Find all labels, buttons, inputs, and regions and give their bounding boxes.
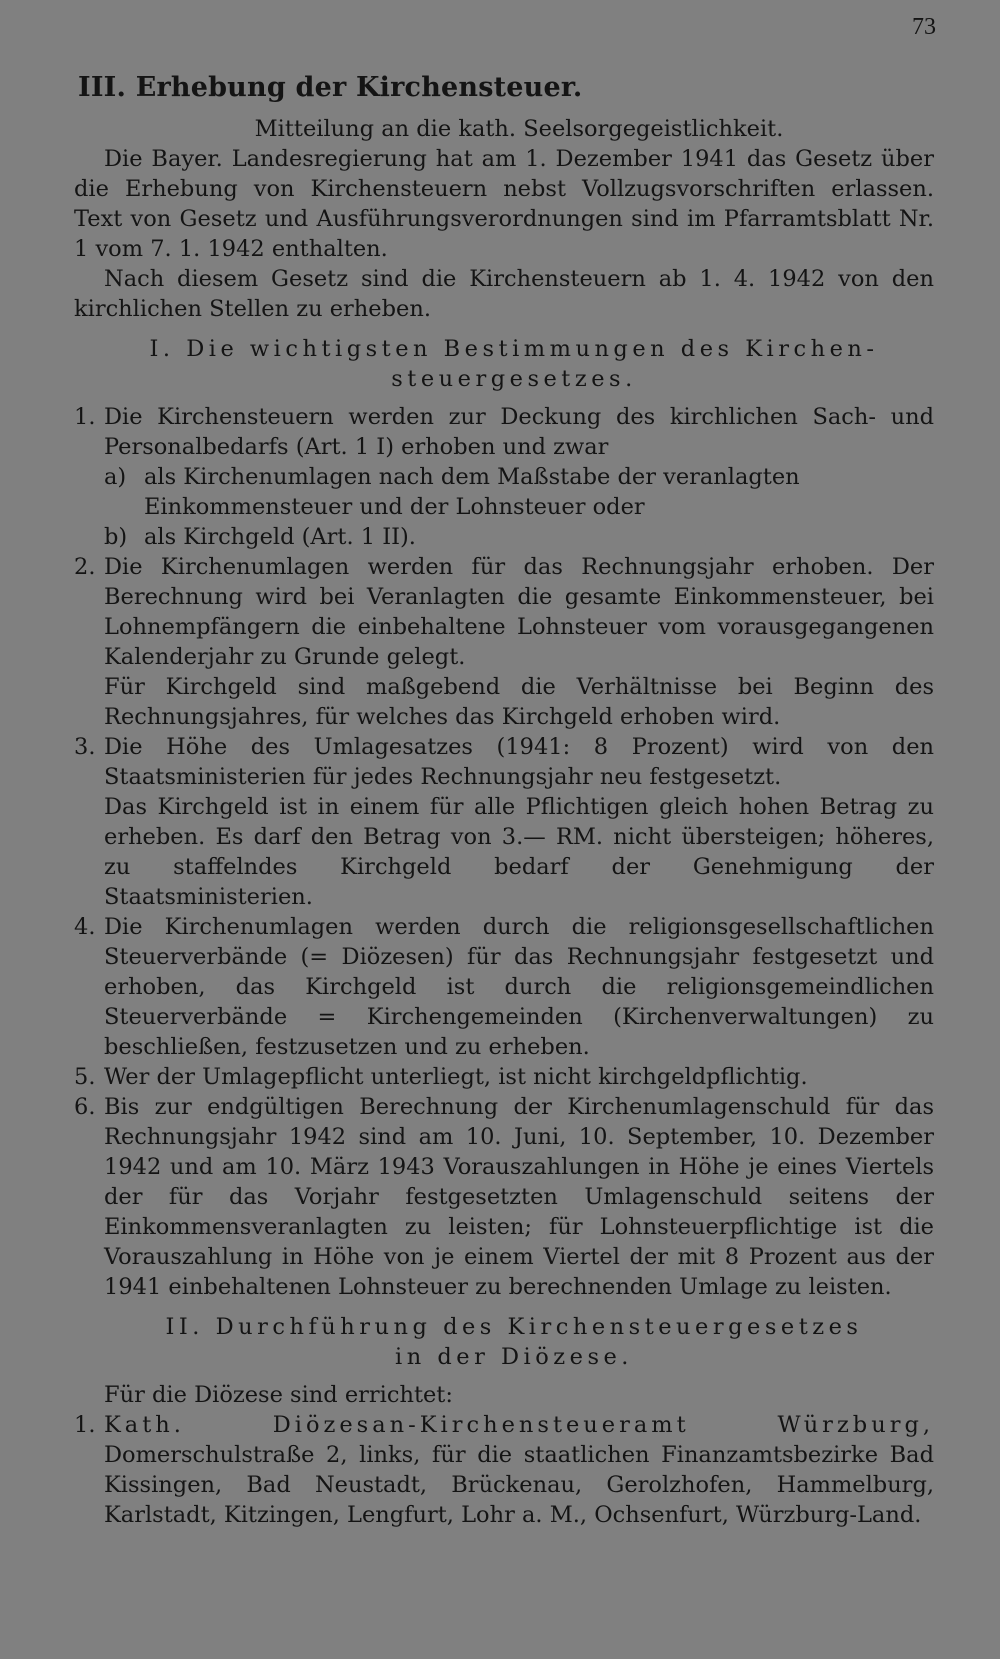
item-subparagraph: Das Kirchgeld ist in einem für alle Pflichtigen gleich hohen Betrag zu erheben. Es darf den Betrag von 3.— RM. nicht übersteigen; höheres, zu staffelndes Kirchgeld bedarf der Genehmigung der Staatsministerien. [104, 794, 934, 910]
item-body [104, 402, 934, 552]
document-page [74, 0, 934, 1659]
sub-item [104, 462, 934, 522]
item-subparagraph: Für Kirchgeld sind maßgebend die Verhältnisse bei Beginn des Rechnungsjahres, für welches das Kirchgeld erhoben wird. [104, 674, 934, 730]
sub-item-text: als Kirchgeld (Art. 1 II). [144, 524, 416, 550]
section-intro: Für die Diözese sind errichtet: [104, 1382, 453, 1408]
page-number: 73 [912, 14, 936, 40]
item-body [104, 1410, 934, 1530]
section-heading [74, 1312, 934, 1372]
item-number: 5. [74, 1064, 96, 1090]
sub-item [104, 522, 934, 552]
item-number: 4. [74, 914, 96, 940]
section-heading [74, 334, 934, 394]
document-body [74, 114, 934, 1530]
item-number: 2. [74, 554, 96, 580]
list-item [74, 1092, 934, 1302]
office-details: Domerschulstraße 2, links, für die staatlichen Finanzamtsbezirke Bad Kissingen, Bad Neustadt, Brückenau, Gerolzhofen, Hammelburg, Karlstadt, Kitzingen, Lengfurt, Lohr a. M., Ochsenfurt, Würzburg-Land. [104, 1442, 934, 1528]
list-item [74, 912, 934, 1062]
section-heading-line: II. Durchführung des Kirchensteuergesetzes [165, 1314, 863, 1340]
item-number: 6. [74, 1094, 96, 1120]
list-item [74, 1062, 934, 1092]
item-number: 3. [74, 734, 96, 760]
office-name: Kath. Diözesan-Kirchensteueramt Würzburg, [104, 1412, 934, 1438]
item-text: Die Kirchensteuern werden zur Deckung des kirchlichen Sach- und Personalbedarfs (Art. 1 I) erhoben und zwar [104, 404, 934, 460]
list-item [74, 552, 934, 732]
item-text: Die Kirchenumlagen werden durch die religionsgesellschaftlichen Steuerverbände (= Diözesen) für das Rechnungsjahr festgesetzt und erhoben, das Kirchgeld ist durch die religionsgemeindlichen Steuerverbände = Kirchengemeinden (Kirchenverwaltungen) zu beschließen, festzusetzen und zu erheben. [104, 914, 934, 1060]
item-text: Die Höhe des Umlagesatzes (1941: 8 Prozent) wird von den Staatsministerien für jedes Rechnungsjahr neu festgesetzt. [104, 734, 934, 790]
item-number: 1. [74, 404, 96, 430]
item-body [104, 732, 934, 912]
list-item [74, 402, 934, 552]
page-title: III. Erhebung der Kirchensteuer. [78, 72, 583, 103]
sub-item-label: b) [104, 524, 128, 550]
item-text: Die Kirchenumlagen werden für das Rechnungsjahr erhoben. Der Berechnung wird bei Veranlagten die gesamte Einkommensteuer, bei Lohnempfängern die einbehaltene Lohnsteuer vom vorausgegangenen Kalenderjahr zu Grunde gelegt. [104, 554, 934, 670]
item-number: 1. [74, 1412, 96, 1438]
list-item [74, 732, 934, 912]
item-text: Wer der Umlagepflicht unterliegt, ist nicht kirchgeldpflichtig. [104, 1064, 808, 1090]
section-heading-line: in der Diözese. [395, 1344, 633, 1370]
item-body [104, 912, 934, 1062]
sub-item-label: a) [104, 464, 127, 490]
item-text [104, 1410, 934, 1530]
item-text: Bis zur endgültigen Berechnung der Kirchenumlagenschuld für das Rechnungsjahr 1942 sind am 10. Juni, 10. September, 10. Dezember 1942 und am 10. März 1943 Vorauszahlungen in Höhe je eines Viertels der für das Vorjahr festgesetzten Umlagenschuld seitens der Einkommensveranlagten zu leisten; für Lohnsteuerpflichtige ist die Vorauszahlung in Höhe von je einem Viertel der mit 8 Prozent aus der 1941 einbehaltenen Lohnsteuer zu berechnenden Umlage zu leisten. [104, 1094, 934, 1300]
intro-paragraph: Nach diesem Gesetz sind die Kirchensteuern ab 1. 4. 1942 von den kirchlichen Stellen zu erheben. [74, 266, 934, 322]
item-body [104, 552, 934, 732]
section-heading-line: I. Die wichtigsten Bestimmungen des Kirchen- [149, 336, 879, 362]
intro-paragraph: Die Bayer. Landesregierung hat am 1. Dezember 1941 das Gesetz über die Erhebung von Kirchensteuern nebst Vollzugsvorschriften erlassen. Text von Gesetz und Ausführungsverordnungen sind im Pfarramtsblatt Nr. 1 vom 7. 1. 1942 enthalten. [74, 146, 934, 262]
list-item [74, 1410, 934, 1530]
section-heading-line: steuergesetzes. [391, 366, 637, 392]
subtitle: Mitteilung an die kath. Seelsorgegeistlichkeit. [254, 116, 784, 142]
sub-item-text: als Kirchenumlagen nach dem Maßstabe der veranlagten Einkommensteuer und der Lohnsteuer oder [144, 464, 800, 520]
item-body [104, 1062, 934, 1092]
item-body [104, 1092, 934, 1302]
